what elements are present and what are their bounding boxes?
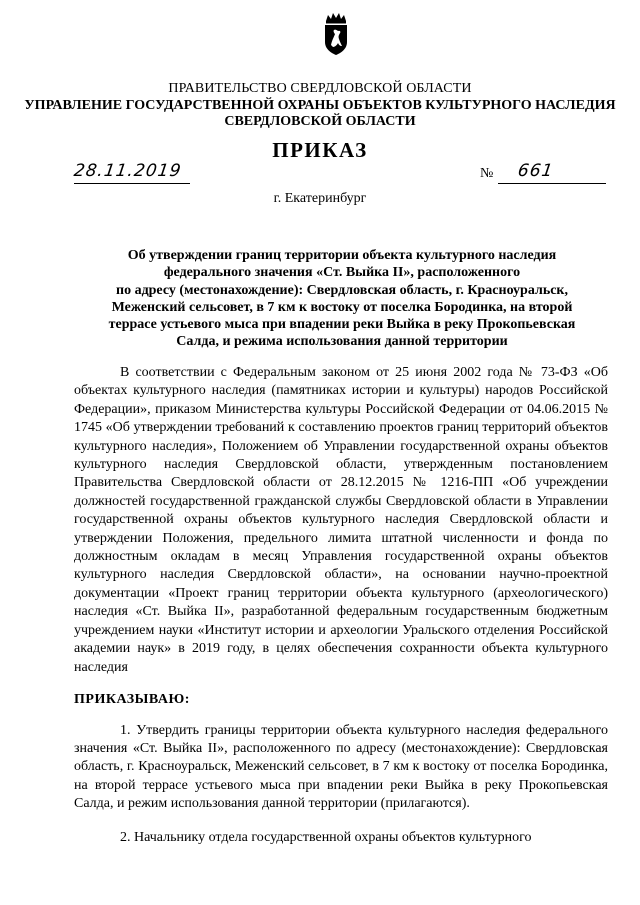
department-line: УПРАВЛЕНИЕ ГОСУДАРСТВЕННОЙ ОХРАНЫ ОБЪЕКТОВ КУЛЬТУРНОГО НАСЛЕДИЯ (24, 98, 616, 113)
department-line: СВЕРДЛОВСКОЙ ОБЛАСТИ (224, 114, 416, 129)
city: г. Екатеринбург (273, 191, 367, 206)
order-number-field (498, 163, 606, 184)
order-number: 661 (516, 161, 555, 181)
preamble-paragraph: В соответствии с Федеральным законом от 25 июня 2002 года № 73-ФЗ «Об объектах культурного наследия (памятниках истории и культуры) народов Российской Федерации», приказом Министерства культуры Российской Федерации от 04.06.2015 № 1745 «Об утверждении требований к составлению проектов границ территорий объектов культурного наследия», Положением об Управлении государственной охраны объектов культурного наследия Свердловской области, утвержденным постановлением Правительства Свердловской области от 28.12.2015 № 1216-ПП «Об учреждении должностей государственной гражданской службы Свердловской области в Управлении государственной охраны объектов культурного наследия Свердловской области и утверждении Положения, предельного лимита штатной численности и фонда по должностным окладам в месяц Управления государственной охраны объектов культурного наследия Свердловской области», на основании научно-проектной документации «Проект границ территории объекта культурного (археологического) наследия «Ст. Выйка II», разработанной федеральным государственным бюджетным учреждением науки «Институт истории и археологии Уральского отделения Российской академии наук» в 2019 году, в целях обеспечения сохранности объекта культурного наследия (74, 365, 608, 675)
title-line: федерального значения «Ст. Выйка II», расположенного (163, 265, 521, 281)
order-item (74, 722, 608, 813)
order-item-text: Утвердить границы территории объекта культурного наследия федерального значения «Ст. Выйка II», расположенного по адресу (местонахождение): Свердловская область, г. Красноуральск, Меженский сельсовет, в 7 км к востоку от поселка Бородинка, на второй террасе устьевого мыса при впадении реки Выйка в реку Прокопьевская Салда, и режим использования данной территории (прилагаются). (74, 723, 608, 811)
title-line: Салда, и режима использования данной территории (176, 334, 508, 350)
title-line: Об утверждении границ территории объекта культурного наследия (127, 248, 557, 263)
document-title (84, 247, 600, 351)
document-type: ПРИКАЗ (272, 138, 368, 162)
order-item-number: 1. (120, 723, 131, 738)
order-item (74, 829, 608, 847)
title-line: Меженский сельсовет, в 7 км к востоку от поселка Бородинка, на второй (111, 299, 573, 315)
number-sign: № (480, 166, 494, 181)
order-date-field (74, 163, 190, 184)
order-item-text: Начальнику отдела государственной охраны объектов культурного (134, 830, 532, 845)
order-date: 28.11.2019 (72, 161, 183, 181)
department-name (0, 98, 640, 130)
order-item-number: 2. (120, 830, 131, 845)
title-line: по адресу (местонахождение): Свердловская область, г. Красноуральск, (116, 282, 568, 298)
sverdlovsk-coat-of-arms-icon (322, 12, 350, 56)
orders-heading: ПРИКАЗЫВАЮ: (74, 692, 190, 707)
government-name: ПРАВИТЕЛЬСТВО СВЕРДЛОВСКОЙ ОБЛАСТИ (168, 81, 472, 96)
title-line: террасе устьевого мыса при впадении реки Выйка в реку Прокопьевская (108, 317, 576, 333)
